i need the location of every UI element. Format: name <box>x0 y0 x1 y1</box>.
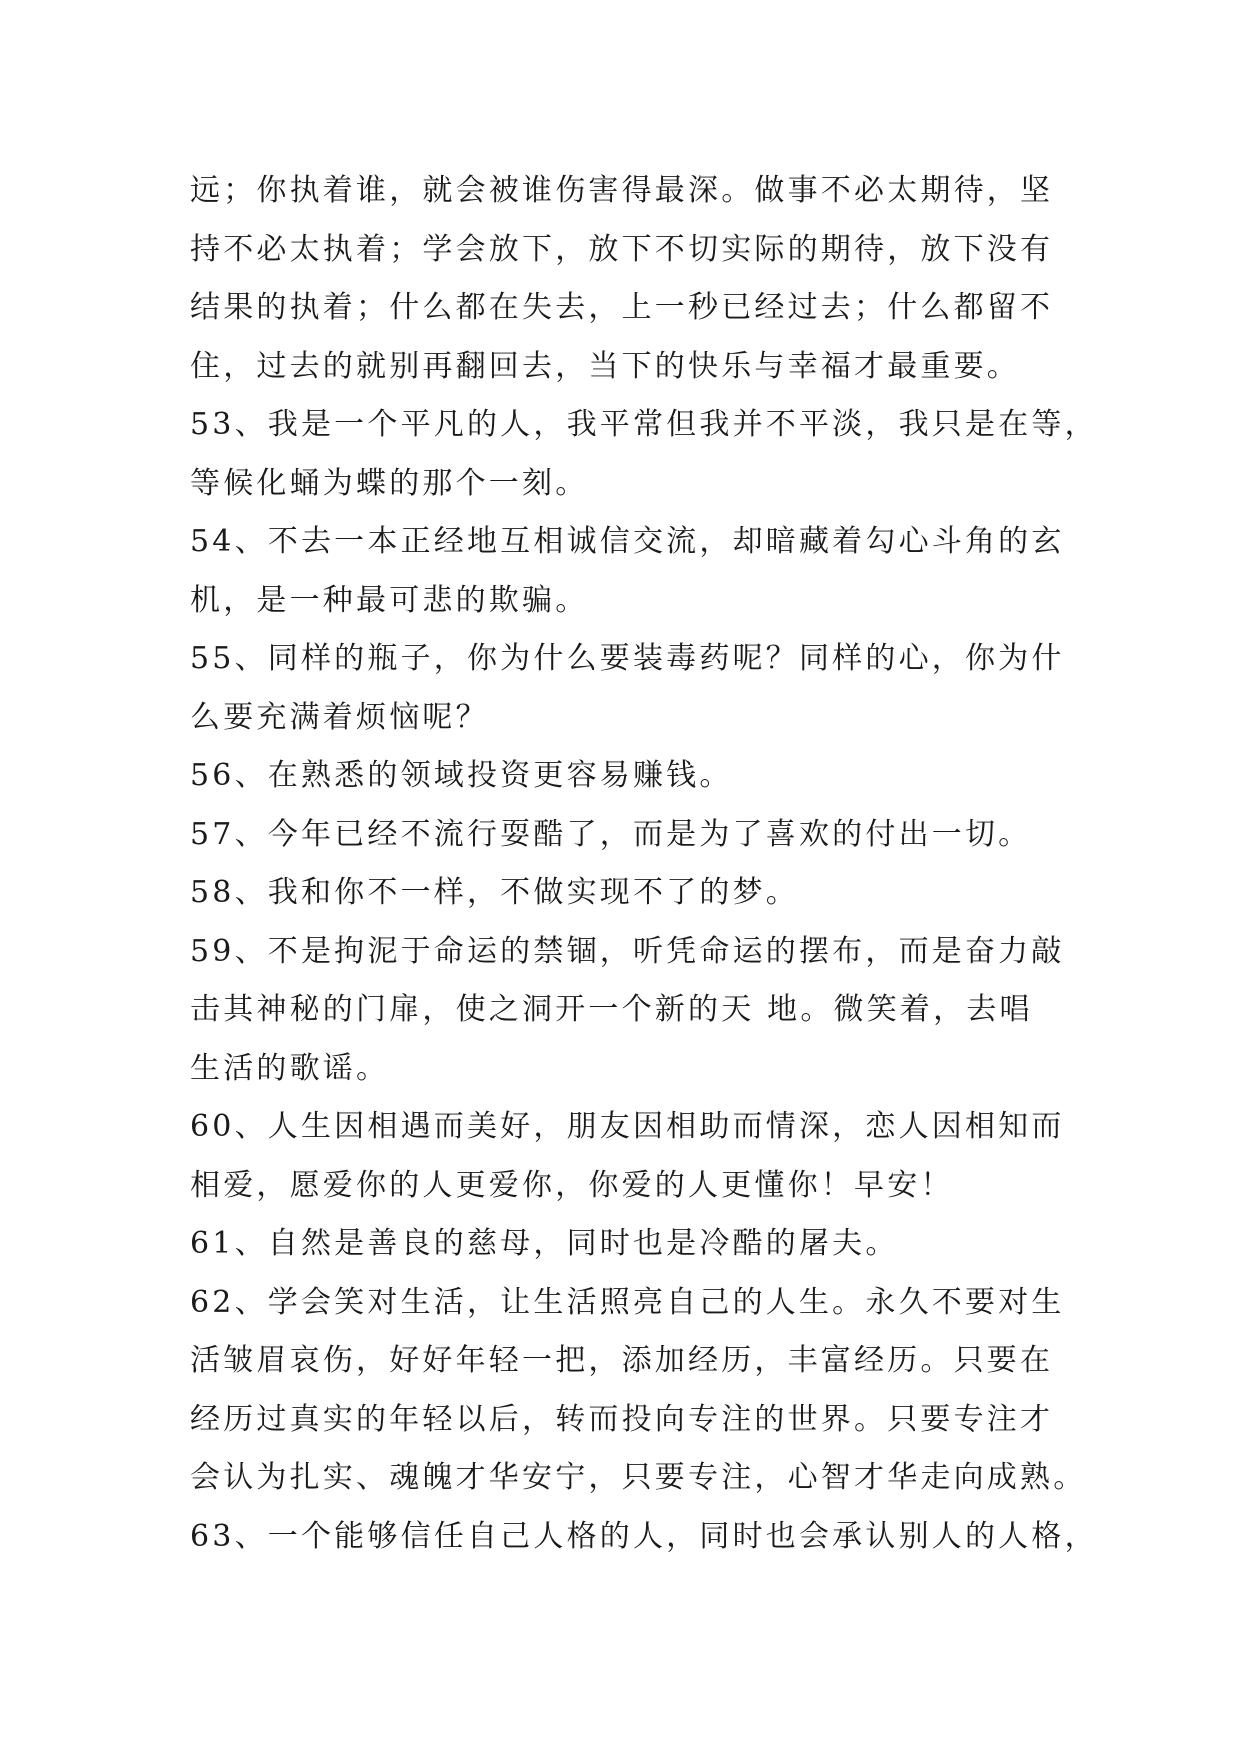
text-line: 击其神秘的门扉，使之洞开一个新的天 地。微笑着，去唱 <box>190 992 1033 1027</box>
text-line: 会认为扎实、魂魄才华安宁，只要专注，心智才华走向成熟。 <box>190 1460 1087 1495</box>
text-line: 机，是一种最可悲的欺骗。 <box>190 582 589 618</box>
text-line: 住，过去的就别再翻回去，当下的快乐与幸福才最重要。 <box>190 348 1020 384</box>
text-line: 经历过真实的年轻以后，转而投向专注的世界。只要专注才 <box>190 1401 1054 1437</box>
text-line: 63、一个能够信任自己人格的人，同时也会承认别人的人格， <box>190 1518 1098 1554</box>
text-line: 59、不是拘泥于命运的禁锢，听凭命运的摆布，而是奋力敲 <box>190 933 1065 969</box>
text-line: 54、不去一本正经地互相诚信交流，却暗藏着勾心斗角的玄 <box>190 524 1065 559</box>
text-line: 53、我是一个平凡的人，我平常但我并不平淡，我只是在等， <box>190 407 1098 442</box>
text-line: 62、学会笑对生活，让生活照亮自己的人生。永久不要对生 <box>190 1284 1065 1320</box>
text-line: 60、人生因相遇而美好，朋友因相助而情深，恋人因相知而 <box>190 1109 1065 1144</box>
text-line: 结果的执着；什么都在失去，上一秒已经过去；什么都留不 <box>190 290 1054 325</box>
document-page <box>190 162 1098 1566</box>
text-line: 活皱眉哀伤，好好年轻一把，添加经历，丰富经历。只要在 <box>190 1343 1054 1378</box>
text-line: 55、同样的瓶子，你为什么要装毒药呢？同样的心，你为什 <box>190 641 1065 676</box>
text-line: 持不必太执着；学会放下，放下不切实际的期待，放下没有 <box>190 231 1054 267</box>
text-line: 远；你执着谁，就会被谁伤害得最深。做事不必太期待，坚 <box>190 173 1054 208</box>
text-line: 61、自然是善良的慈母，同时也是冷酷的屠夫。 <box>190 1226 899 1261</box>
text-line: 么要充满着烦恼呢？ <box>190 699 489 735</box>
text-line: 等候化蛹为蝶的那个一刻。 <box>190 465 589 501</box>
text-line: 58、我和你不一样，不做实现不了的梦。 <box>190 875 799 910</box>
text-line: 相爱，愿爱你的人更爱你，你爱的人更懂你！早安！ <box>190 1167 954 1203</box>
text-line: 生活的歌谣。 <box>190 1050 390 1086</box>
text-line: 57、今年已经不流行耍酷了，而是为了喜欢的付出一切。 <box>190 816 1032 852</box>
text-line: 56、在熟悉的领域投资更容易赚钱。 <box>190 758 733 793</box>
